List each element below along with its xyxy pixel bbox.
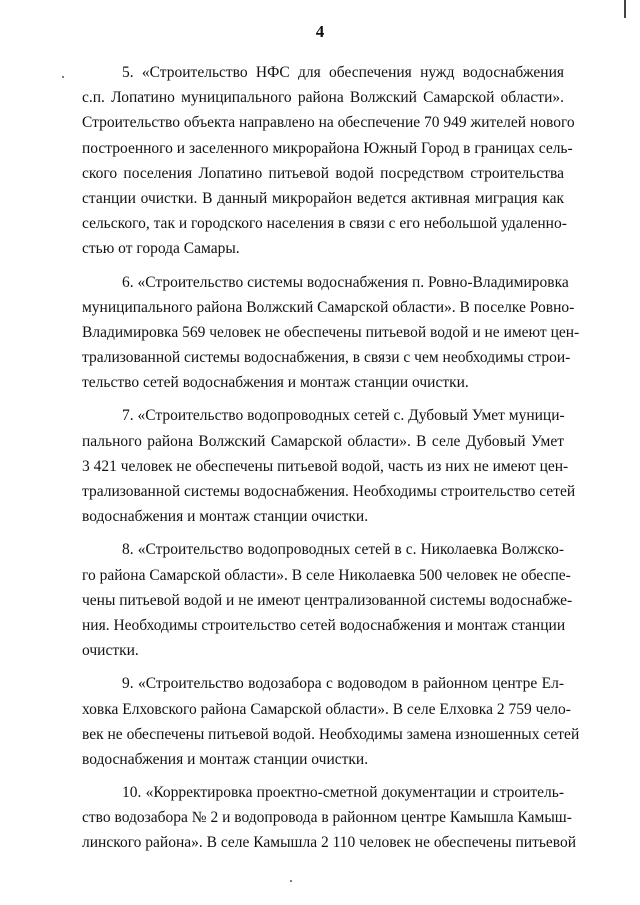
paragraph-line: 10. «Корректировка проектно-сметной документации и строитель- xyxy=(122,784,564,802)
paragraph-line: пального района Волжский Самарской области». В селе Дубовый Умет xyxy=(82,432,564,450)
paragraph-line: чены питьевой водой и не имеют централизованной системы водоснабже- xyxy=(82,591,573,609)
paragraph-line: век не обеспечены питьевой водой. Необходимы замена изношенных сетей xyxy=(82,725,580,743)
paragraph-line: водоснабжения и монтаж станции очистки. xyxy=(82,508,369,526)
paragraph-line: трализованной системы водоснабжения, в связи с чем необходимы строи- xyxy=(82,349,571,367)
scan-edge-mark xyxy=(624,0,626,18)
paragraph-line: 8. «Строительство водопроводных сетей в с. Николаевка Волжско- xyxy=(122,541,564,559)
page-number: 4 xyxy=(315,22,325,41)
paragraph-line: линского района». В селе Камышла 2 110 человек не обеспечены питьевой xyxy=(82,834,577,852)
paragraph-line: 7. «Строительство водопроводных сетей с. Дубовый Умет муници- xyxy=(122,407,565,425)
paragraph-line: ство водозабора № 2 и водопровода в районном центре Камышла Камыш- xyxy=(82,809,572,827)
paragraph-line: ния. Необходимы строительство сетей водоснабжения и монтаж станции xyxy=(82,616,566,634)
paragraph-line: Владимировка 569 человек не обеспечены питьевой водой и не имеют цен- xyxy=(82,323,580,341)
paragraph-line: 9. «Строительство водозабора с водоводом в районном центре Ел- xyxy=(122,675,564,693)
scan-speck xyxy=(290,880,292,882)
paragraph-line: стью от города Самары. xyxy=(82,240,240,258)
paragraph-line: ского поселения Лопатино питьевой водой посредством строительства xyxy=(82,164,564,182)
scan-speck xyxy=(62,76,64,78)
paragraph xyxy=(82,780,577,856)
paragraph-line: 5. «Строительство НФС для обеспечения нужд водоснабжения xyxy=(122,64,564,81)
paragraph-line: сельского, так и городского населения в связи с его небольшой удаленно- xyxy=(82,215,567,233)
paragraph xyxy=(82,537,573,663)
paragraph xyxy=(82,671,580,772)
paragraph xyxy=(82,60,575,262)
paragraph-line: ховка Елховского района Самарской области». В селе Елховка 2 759 чело- xyxy=(82,700,571,718)
paragraph xyxy=(82,403,576,529)
paragraph-line: построенного и заселенного микрорайона Южный Город в границах сель- xyxy=(82,139,573,157)
paragraph-line: с.п. Лопатино муниципального района Волжский Самарской области». xyxy=(82,89,564,107)
paragraph-line: водоснабжения и монтаж станции очистки. xyxy=(82,750,369,768)
paragraph-line: станции очистки. В данный микрорайон ведется активная миграция как xyxy=(82,189,564,207)
paragraph-line: трализованной системы водоснабжения. Необходимы строительство сетей xyxy=(82,483,576,500)
paragraph xyxy=(82,270,580,396)
paragraph-line: очистки. xyxy=(82,642,139,660)
paragraph-line: муниципального района Волжский Самарской области». В поселке Ровно- xyxy=(82,298,575,316)
document-body xyxy=(82,60,580,864)
paragraph-line: 6. «Строительство системы водоснабжения п. Ровно-Владимировка xyxy=(122,273,569,291)
paragraph-line: 3 421 человек не обеспечены питьевой водой, часть из них не имеют цен- xyxy=(82,457,569,475)
paragraph-line: тельство сетей водоснабжения и монтаж станции очистки. xyxy=(82,374,469,392)
paragraph-line: Строительство объекта направлено на обеспечение 70 949 жителей нового xyxy=(82,114,575,132)
paragraph-line: го района Самарской области». В селе Николаевка 500 человек не обеспе- xyxy=(82,566,571,584)
